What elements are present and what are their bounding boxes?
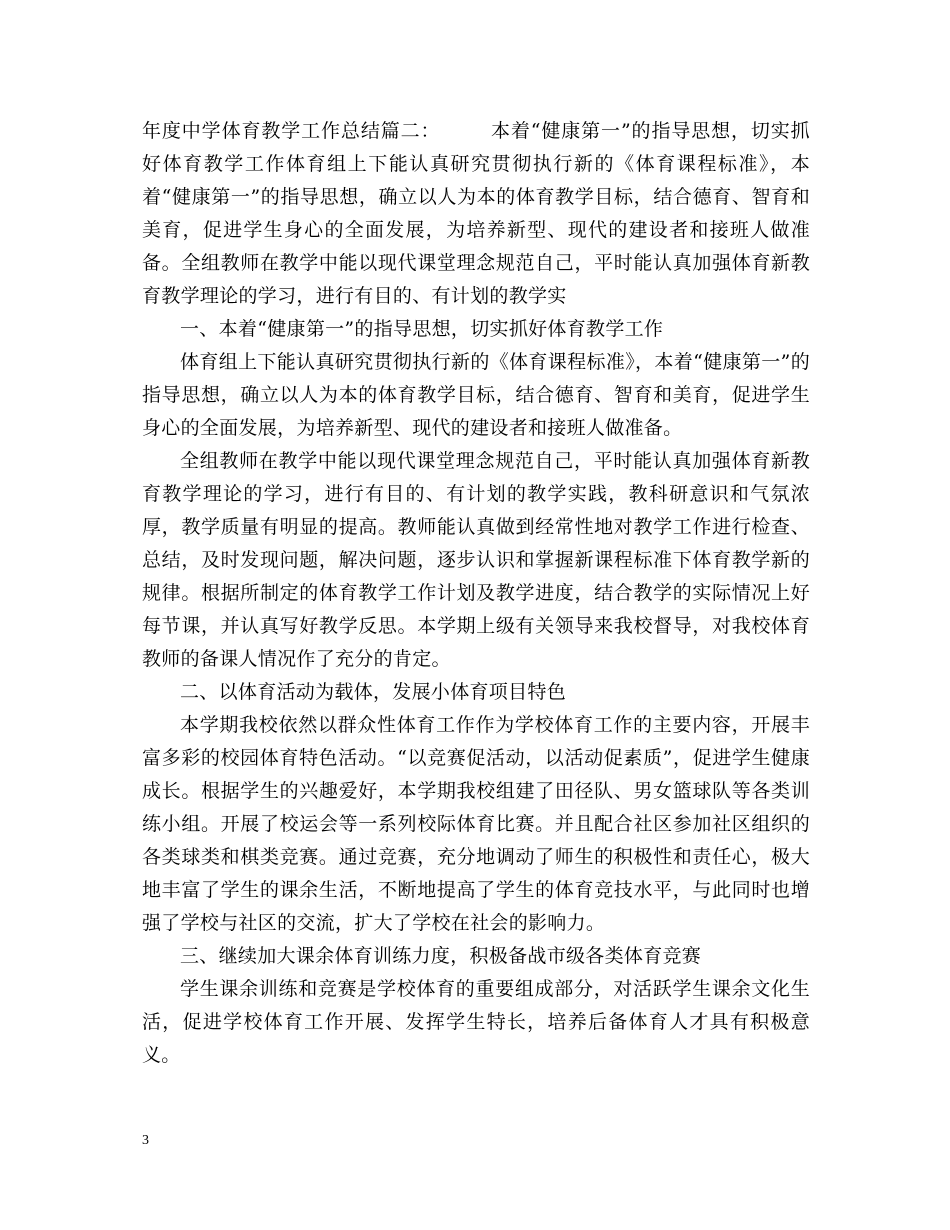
section-2-paragraph-1: 本学期我校依然以群众性体育工作作为学校体育工作的主要内容，开展丰富多彩的校园体育特色活动。“以竞赛促活动，以活动促素质”，促进学生健康成长。根据学生的兴趣爱好，本学期我校组建了田径队、男女篮球队等各类训练小组。开展了校运会等一系列校际体育比赛。并且配合社区参加社区组织的各类球类和棋类竞赛。通过竞赛，充分地调动了师生的积极性和责任心，极大地丰富了学生的课余生活，不断地提高了学生的体育竞技水平，与此同时也增强了学校与社区的交流，扩大了学校在社会的影响力。 — [142, 714, 810, 934]
intro-paragraph — [142, 115, 810, 313]
document-body — [142, 115, 810, 1072]
section-1-paragraph-2: 全组教师在教学中能以现代课堂理念规范自己，平时能认真加强体育新教育教学理论的学习，进行有目的、有计划的教学实践，教科研意识和气氛浓厚，教学质量有明显的提高。教师能认真做到经常性地对教学工作进行检查、总结，及时发现问题，解决问题，逐步认识和掌握新课程标准下体育教学新的规律。根据所制定的体育教学工作计划及教学进度，结合教学的实际情况上好每节课，并认真写好教学反思。本学期上级有关领导来我校督导，对我校体育教师的备课人情况作了充分的肯定。 — [142, 450, 810, 670]
page-number: 3 — [142, 1133, 149, 1148]
document-title: 年度中学体育教学工作总结篇二： — [142, 120, 441, 142]
section-3-heading: 三、继续加大课余体育训练力度，积极备战市级各类体育竞赛 — [180, 945, 702, 967]
section-1-heading: 一、本着“健康第一”的指导思想，切实抓好体育教学工作 — [180, 318, 664, 340]
intro-text: 本着“健康第一”的指导思想，切实抓好体育教学工作体育组上下能认真研究贯彻执行新的《体育课程标准》，本着“健康第一”的指导思想，确立以人为本的体育教学目标，结合德育、智育和美育，促进学生身心的全面发展，为培养新型、现代的建设者和接班人做准备。全组教师在教学中能以现代课堂理念规范自己，平时能认真加强体育新教育教学理论的学习，进行有目的、有计划的教学实 — [142, 120, 810, 307]
section-2-heading: 二、以体育活动为载体，发展小体育项目特色 — [180, 681, 567, 703]
section-1-paragraph-1: 体育组上下能认真研究贯彻执行新的《体育课程标准》，本着“健康第一”的指导思想，确立以人为本的体育教学目标，结合德育、智育和美育，促进学生身心的全面发展，为培养新型、现代的建设者和接班人做准备。 — [142, 351, 810, 439]
section-3-paragraph-1: 学生课余训练和竞赛是学校体育的重要组成部分，对活跃学生课余文化生活，促进学校体育工作开展、发挥学生特长，培养后备体育人才具有积极意义。 — [142, 978, 810, 1066]
